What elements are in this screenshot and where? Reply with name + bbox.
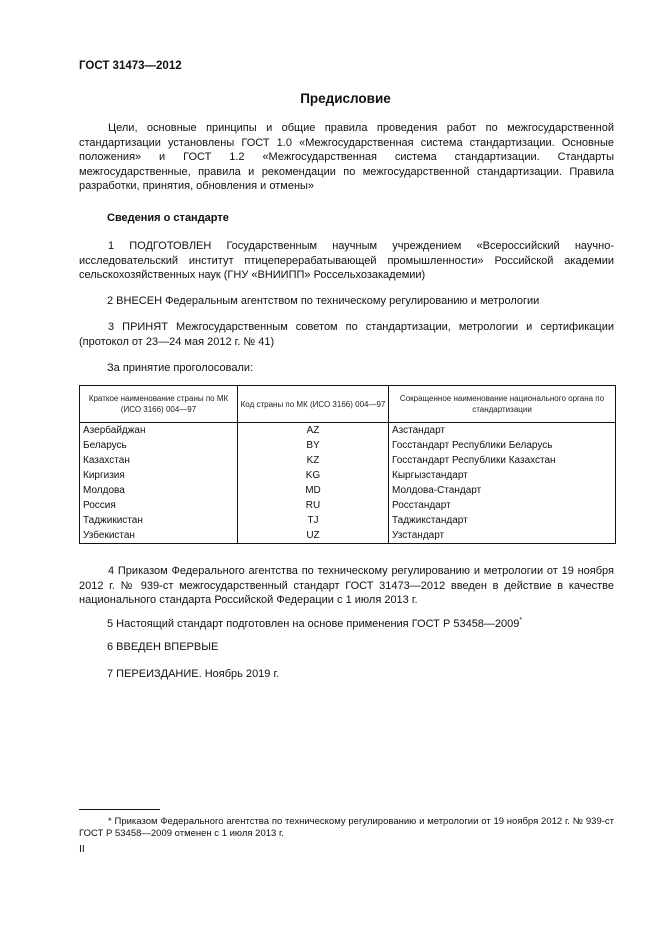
item-5-paragraph (107, 614, 522, 631)
code-cell: KG (238, 468, 389, 483)
table-header-row (80, 386, 616, 423)
code-cell: BY (238, 438, 389, 453)
code-cell: MD (238, 483, 389, 498)
country-cell: Казахстан (80, 453, 238, 468)
country-cell: Азербайджан (80, 423, 238, 439)
table-row (80, 453, 616, 468)
country-cell: Молдова (80, 483, 238, 498)
item-5-text: 5 Настоящий стандарт подготовлен на основе применения ГОСТ Р 53458—2009 (107, 618, 520, 630)
country-cell: Россия (80, 498, 238, 513)
body-cell: Росстандарт (389, 498, 616, 513)
info-heading: Сведения о стандарте (107, 212, 229, 224)
vote-intro: За принятие проголосовали: (107, 362, 254, 374)
table-row (80, 498, 616, 513)
page-number: II (79, 843, 85, 855)
document-id-header: ГОСТ 31473—2012 (79, 60, 182, 72)
header-code: Код страны по МК (ИСО 3166) 004—97 (238, 386, 389, 423)
code-cell: TJ (238, 513, 389, 528)
code-cell: RU (238, 498, 389, 513)
table-row (80, 423, 616, 439)
country-cell: Беларусь (80, 438, 238, 453)
countries-table (79, 385, 616, 544)
item-4-paragraph: 4 Приказом Федерального агентства по техническому регулированию и метрологии от 19 ноября 2012 г. № 939-ст межгосударственный стандарт ГОСТ 31473—2012 введен в действие в качестве национального стандарта Российской Федерации с 1 июля 2013 г. (79, 565, 614, 607)
body-cell: Молдова-Стандарт (389, 483, 616, 498)
page-title: Предисловие (300, 91, 391, 106)
footnote-marker: * (519, 617, 523, 624)
code-cell: KZ (238, 453, 389, 468)
item-3-paragraph: 3 ПРИНЯТ Межгосударственным советом по стандартизации, метрологии и сертификации (протокол от 23—24 мая 2012 г. № 41) (79, 321, 614, 348)
table-row (80, 438, 616, 453)
header-country: Краткое наименование страны по МК (ИСО 3166) 004—97 (80, 386, 238, 423)
body-cell: Госстандарт Республики Беларусь (389, 438, 616, 453)
table-row (80, 483, 616, 498)
footnote-text: * Приказом Федерального агентства по техническому регулированию и метрологии от 19 ноября 2012 г. № 939-ст ГОСТ Р 53458—2009 отменен с 1 июля 2013 г. (79, 816, 614, 839)
item-6-paragraph: 6 ВВЕДЕН ВПЕРВЫЕ (107, 641, 219, 653)
table-row (80, 513, 616, 528)
body-cell: Таджикстандарт (389, 513, 616, 528)
header-body: Сокращенное наименование национального органа по стандартизации (389, 386, 616, 423)
footnote-separator (79, 809, 160, 810)
country-cell: Таджикистан (80, 513, 238, 528)
body-cell: Узстандарт (389, 528, 616, 544)
table-row (80, 528, 616, 544)
item-1-paragraph: 1 ПОДГОТОВЛЕН Государственным научным учреждением «Всероссийский научно-исследовательский институт птицеперерабатывающей промышленности» Российской академии сельскохозяйственных наук (ГНУ «ВНИИПП» Россельхозакадемии) (79, 240, 614, 282)
country-cell: Киргизия (80, 468, 238, 483)
intro-paragraph: Цели, основные принципы и общие правила проведения работ по межгосударственной стандартизации установлены ГОСТ 1.0 «Межгосударственная система стандартизации. Основные положения» и ГОСТ 1.2 «Межгосударственная система стандартизации. Стандарты межгосударственные, правила и рекомендации по межгосударственной стандартизации. Правила разработки, принятия, обновления и отмены» (79, 122, 614, 193)
item-2-paragraph: 2 ВНЕСЕН Федеральным агентством по техническому регулированию и метрологии (107, 295, 540, 307)
item-7-paragraph: 7 ПЕРЕИЗДАНИЕ. Ноябрь 2019 г. (107, 668, 280, 680)
code-cell: AZ (238, 423, 389, 439)
code-cell: UZ (238, 528, 389, 544)
body-cell: Кыргызстандарт (389, 468, 616, 483)
body-cell: Госстандарт Республики Казахстан (389, 453, 616, 468)
country-cell: Узбекистан (80, 528, 238, 544)
body-cell: Азстандарт (389, 423, 616, 439)
table-row (80, 468, 616, 483)
